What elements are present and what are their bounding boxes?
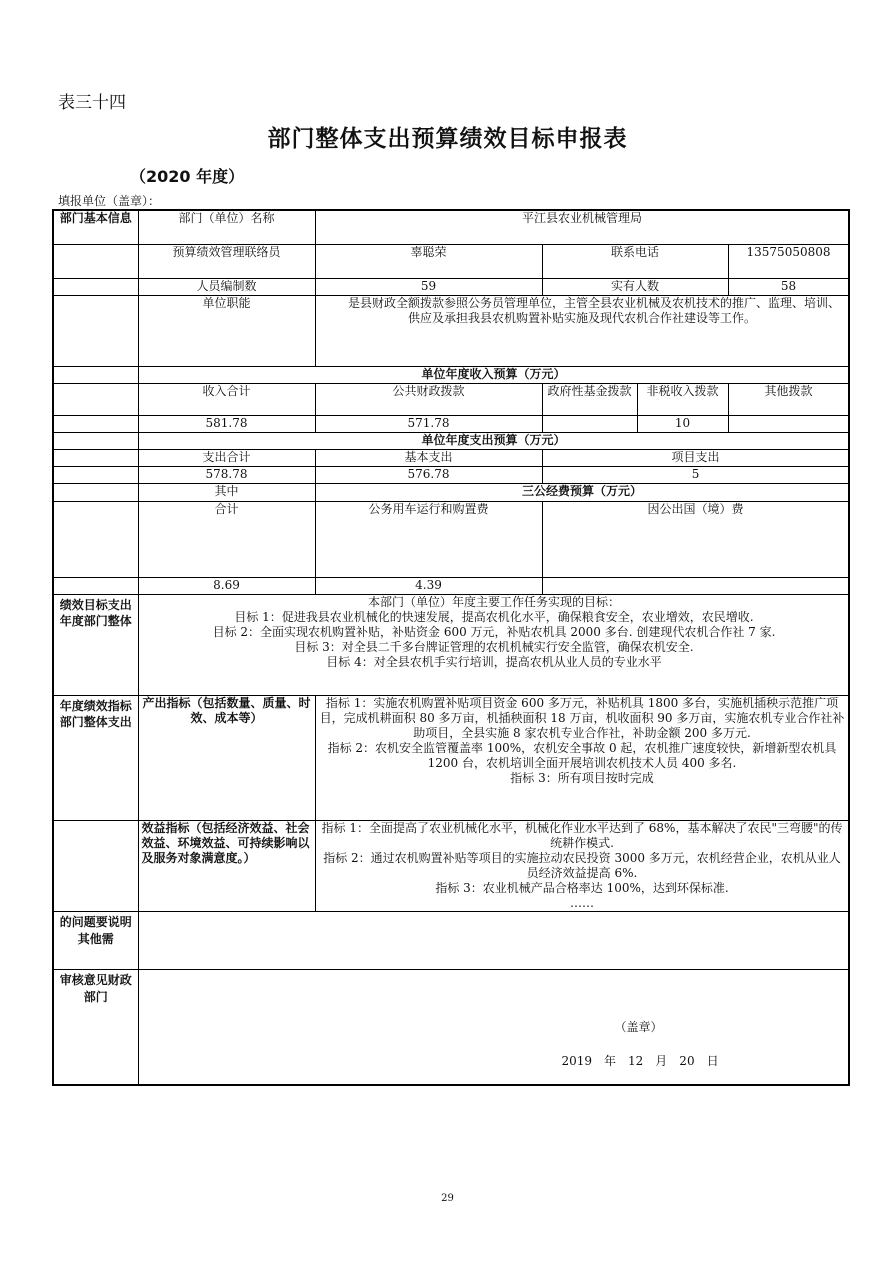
output-indicator-text: [315, 695, 849, 820]
staff-actual-value: 58: [728, 278, 849, 295]
output-line: 指标 3：所有项目按时完成: [510, 770, 654, 785]
page-title: 部门整体支出预算绩效目标申报表: [267, 126, 628, 152]
stamp-label: （盖章）: [614, 1019, 663, 1034]
indicators-label: 年度绩效指标部门整体支出: [53, 695, 138, 820]
goals-label: 绩效目标支出年度部门整体: [53, 594, 138, 695]
sangong-header: 因公出国（境）费: [542, 501, 849, 577]
phone-label: 联系电话: [542, 244, 728, 278]
income-header: 政府性基金拨款: [542, 383, 637, 415]
benefit-indicator-label: 效益指标（包括经济效益、社会效益、环境效益、可持续影响以及服务对象满意度。）: [138, 820, 315, 911]
expense-header: 项目支出: [542, 449, 849, 466]
blank-cell: [53, 278, 138, 295]
staff-actual-label: 实有人数: [542, 278, 728, 295]
income-value: 581.78: [138, 415, 315, 432]
expense-header: 基本支出: [315, 449, 542, 466]
benefit-line: 指标 1：全面提高了农业机械化水平，机械化作业水平达到了 68%，基本解决了农民"三弯腰"的传统耕作模式.: [321, 820, 843, 850]
expense-header: 支出合计: [138, 449, 315, 466]
budget-form-table: [52, 209, 850, 1086]
income-header: 非税收入拨款: [637, 383, 728, 415]
sangong-value: 8.69: [138, 577, 315, 594]
goals-line: 本部门（单位）年度主要工作任务实现的目标：: [368, 594, 621, 609]
benefit-line: ……: [570, 895, 594, 910]
blank-cell: [53, 466, 138, 483]
basic-info-label: 部门基本信息: [53, 210, 138, 244]
income-title: 单位年度收入预算（万元）: [138, 366, 849, 383]
income-value: [728, 415, 849, 432]
review-cell: [138, 969, 849, 1085]
benefit-line: 指标 2：通过农机购置补贴等项目的实施拉动农民投资 3000 多万元，农机经营企业，农机从业人员经济效益提高 6%.: [323, 850, 841, 880]
staff-quota-label: 人员编制数: [138, 278, 315, 295]
blank-cell: [53, 432, 138, 449]
phone-value: 13575050808: [728, 244, 849, 278]
staff-quota-value: 59: [315, 278, 542, 295]
output-indicator-label: 产出指标（包括数量、质量、时效、成本等）: [138, 695, 315, 820]
dept-name-label: 部门（单位）名称: [138, 210, 315, 244]
duty-text: 是县财政全额拨款参照公务员管理单位，主管全县农业机械及农机技术的推广、监理、培训、供应及承担我县农机购置补贴实施及现代农机合作社建设等工作。: [315, 295, 849, 366]
review-label: 审核意见财政部门: [53, 969, 138, 1085]
blank-cell: [53, 383, 138, 415]
duty-label: 单位职能: [138, 295, 315, 366]
goals-text: [138, 594, 849, 695]
expense-value: 5: [542, 466, 849, 483]
fill-unit-label: 填报单位（盖章）：: [58, 194, 161, 208]
income-header: 其他拨款: [728, 383, 849, 415]
review-date: 2019 年 12 月 20 日: [561, 1053, 719, 1068]
blank-cell: [53, 483, 138, 501]
blank-cell: [53, 366, 138, 383]
other-issues-value: [138, 911, 849, 969]
expense-value: 578.78: [138, 466, 315, 483]
sangong-header: 合计: [138, 501, 315, 577]
blank-cell: [53, 501, 138, 577]
goals-line: 目标 3：对全县二千多台牌证管理的农机机械实行安全监管，确保农机安全.: [294, 639, 694, 654]
blank-cell: [53, 449, 138, 466]
qizhong-label: 其中: [138, 483, 315, 501]
benefit-line: 指标 3：农业机械产品合格率达 100%，达到环保标准.: [435, 880, 729, 895]
other-issues-label: 的问题要说明其他需: [53, 911, 138, 969]
blank-cell: [53, 415, 138, 432]
output-line: 指标 2：农机安全监管覆盖率 100%，农机安全事故 0 起，农机推广速度较快，新增新型农机具 1200 台，农机培训全面开展培训农机技术人员 400 多名.: [327, 740, 837, 770]
benefit-indicator-text: [315, 820, 849, 911]
table-label: 表三十四: [58, 93, 126, 113]
income-header: 收入合计: [138, 383, 315, 415]
page-number: 29: [441, 1193, 454, 1204]
income-value: 10: [637, 415, 728, 432]
goals-line: 目标 1：促进我县农业机械化的快速发展，提高农机化水平，确保粮食安全，农业增效，农民增收.: [234, 609, 754, 624]
expense-title: 单位年度支出预算（万元）: [138, 432, 849, 449]
sangong-title: 三公经费预算（万元）: [315, 483, 849, 501]
income-value: [542, 415, 637, 432]
sangong-value: 4.39: [315, 577, 542, 594]
contact-label: 预算绩效管理联络员: [138, 244, 315, 278]
blank-cell: [53, 577, 138, 594]
year-label: （2020 年度）: [130, 167, 245, 186]
contact-value: 辜聪荣: [315, 244, 542, 278]
income-value: 571.78: [315, 415, 542, 432]
output-line: 指标 1：实施农机购置补贴项目资金 600 多万元，补贴机具 1800 多台，实施机插秧示范推广项目，完成机耕面积 80 多万亩，机插秧面积 18 万亩，机收面积 90 多万亩，实施农机专业合作社补助项目，全县实施 8 家农机专业合作社，补助金额 200 多万元.: [319, 695, 845, 740]
sangong-value: [542, 577, 849, 594]
income-header: 公共财政拨款: [315, 383, 542, 415]
goals-line: 目标 4：对全县农机手实行培训，提高农机从业人员的专业水平: [326, 654, 662, 669]
sangong-header: 公务用车运行和购置费: [315, 501, 542, 577]
blank-cell: [53, 820, 138, 911]
expense-value: 576.78: [315, 466, 542, 483]
blank-cell: [53, 295, 138, 366]
dept-name-value: 平江县农业机械管理局: [315, 210, 849, 244]
goals-line: 目标 2：全面实现农机购置补贴，补贴资金 600 万元，补贴农机具 2000 多台. 创建现代农机合作社 7 家.: [212, 624, 776, 639]
blank-cell: [53, 244, 138, 278]
